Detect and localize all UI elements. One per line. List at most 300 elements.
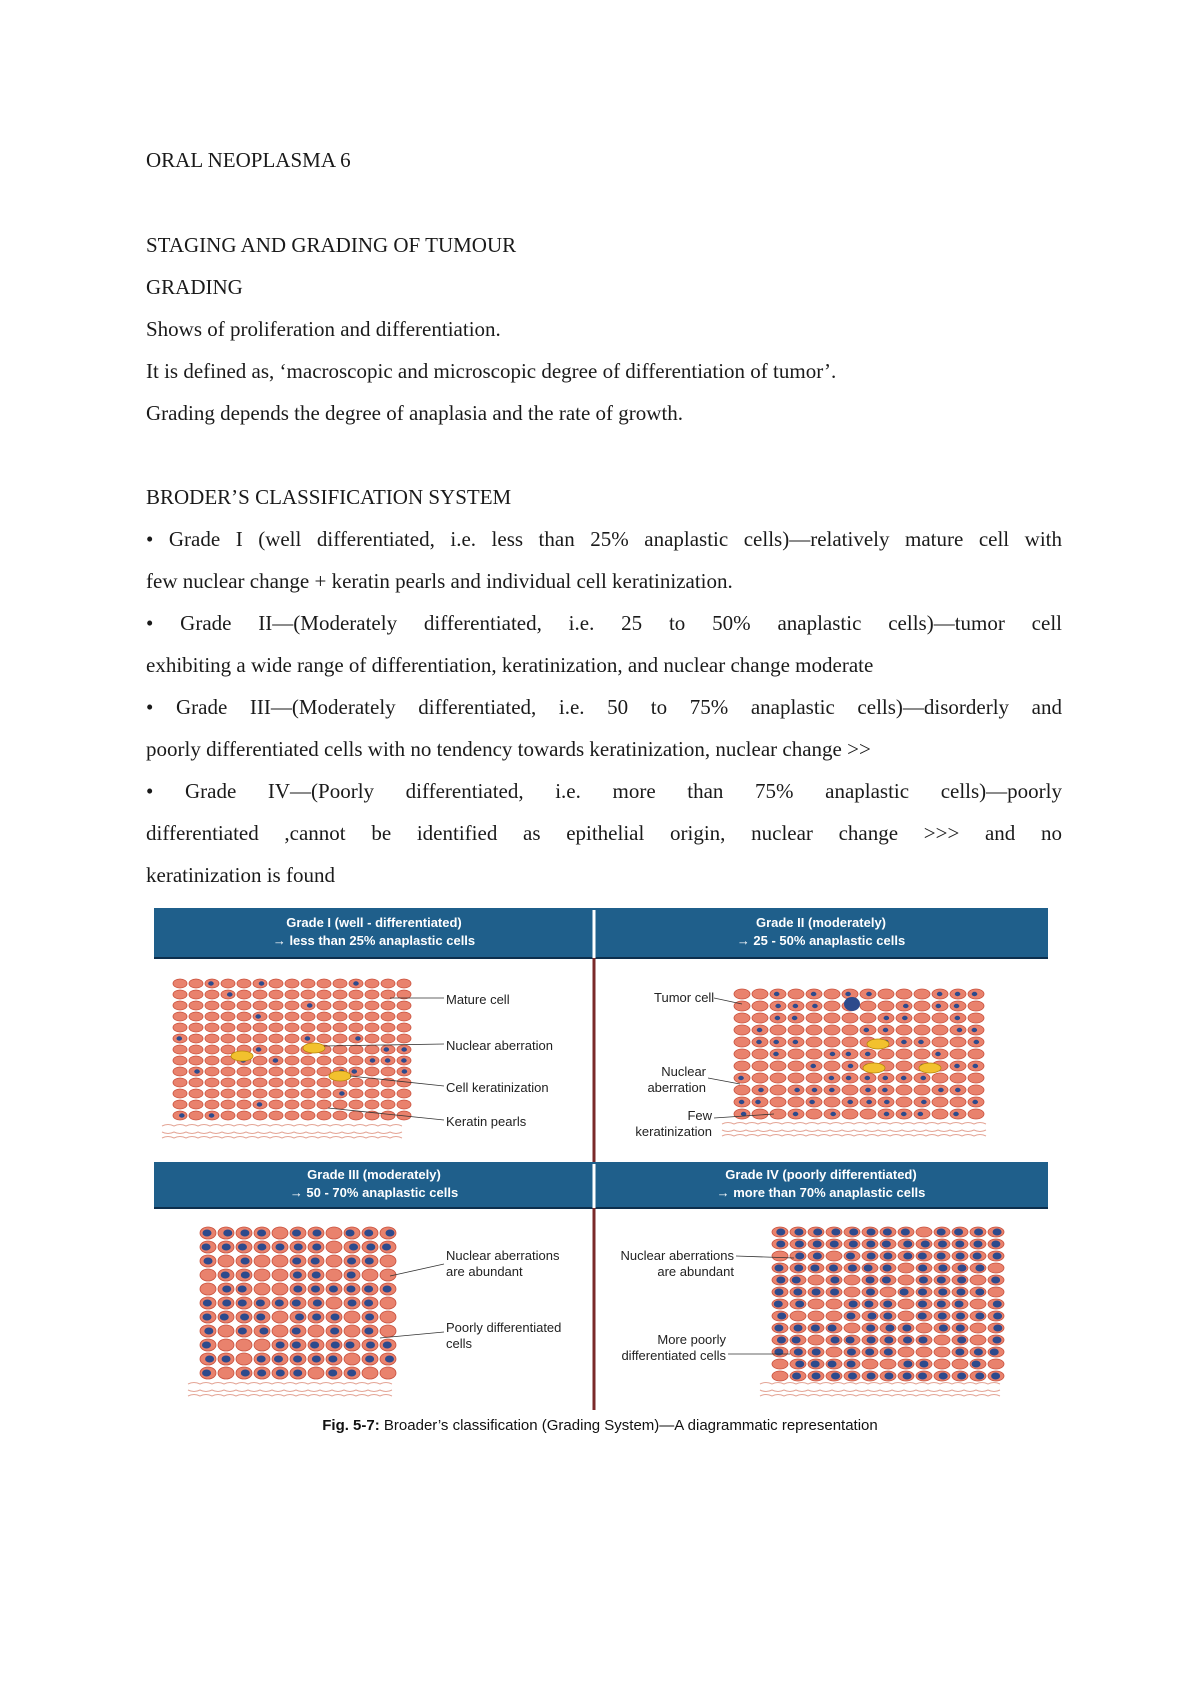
cell	[968, 1109, 984, 1119]
broder-title: BRODER’S CLASSIFICATION SYSTEM	[146, 485, 512, 509]
cell	[189, 1034, 203, 1043]
cell-nucleus	[935, 1052, 941, 1056]
cell	[205, 1001, 219, 1010]
cell	[317, 979, 331, 988]
cell	[349, 1001, 363, 1010]
cell	[844, 1275, 860, 1285]
grade4-line2: differentiated ,cannot be identified as epithelial origin, nuclear change >>> and no	[146, 821, 1062, 845]
cell-nucleus	[384, 1047, 390, 1051]
cell	[269, 1034, 283, 1043]
cell	[381, 1012, 395, 1021]
cell-nucleus	[793, 1289, 802, 1296]
cell-nucleus	[957, 1028, 963, 1032]
cell	[381, 1067, 395, 1076]
panel2-header	[594, 914, 1048, 950]
cell-nucleus	[813, 1229, 822, 1236]
cell-nucleus	[257, 1244, 266, 1251]
cell-nucleus	[918, 1301, 927, 1308]
cell-nucleus	[238, 1300, 247, 1307]
cell-nucleus	[900, 1289, 909, 1296]
cell	[808, 1335, 824, 1345]
cell	[173, 1100, 187, 1109]
cell-nucleus	[202, 1244, 211, 1251]
cell-nucleus	[973, 1253, 982, 1260]
cell-nucleus	[918, 1289, 927, 1296]
panel1-header-subtitle: → less than 25% anaplastic cells	[272, 933, 476, 948]
cell-nucleus	[901, 1112, 907, 1116]
connective-tissue-line	[188, 1383, 392, 1385]
cell	[380, 1325, 396, 1337]
cell	[365, 990, 379, 999]
cell	[349, 1045, 363, 1054]
cell-nucleus	[757, 1028, 763, 1032]
grade2-line2: exhibiting a wide range of differentiation, keratinization, and nuclear change moderate	[146, 653, 874, 677]
cell	[301, 1012, 315, 1021]
cell-nucleus	[365, 1258, 374, 1265]
cell-nucleus	[311, 1286, 320, 1293]
cell	[896, 1025, 912, 1035]
cell-nucleus	[974, 1229, 983, 1236]
cell	[932, 1073, 948, 1083]
cell-nucleus	[220, 1314, 229, 1321]
cell	[898, 1275, 914, 1285]
cell-nucleus	[867, 1337, 876, 1344]
cell	[205, 1023, 219, 1032]
cell-nucleus	[293, 1356, 302, 1363]
cell	[205, 1045, 219, 1054]
panel4-header-title: Grade IV (poorly differentiated)	[725, 1167, 917, 1182]
cell	[932, 1109, 948, 1119]
panel3-cells	[188, 1227, 396, 1396]
cell	[189, 979, 203, 988]
cell	[914, 989, 930, 999]
cell	[860, 1013, 876, 1023]
cell	[898, 1311, 914, 1321]
cell	[285, 1056, 299, 1065]
cell-nucleus	[256, 1047, 262, 1051]
cell	[272, 1227, 288, 1239]
cell	[218, 1367, 234, 1379]
cell-nucleus	[955, 1241, 964, 1248]
cell-nucleus	[776, 1229, 785, 1236]
cell-nucleus	[882, 1241, 891, 1248]
cell-nucleus	[937, 1277, 946, 1284]
cell-nucleus	[810, 1064, 816, 1068]
cell	[365, 1067, 379, 1076]
label-poorly-differentiated: Poorly differentiated cells	[446, 1320, 562, 1351]
cell-nucleus	[938, 1313, 947, 1320]
panel3-header-subtitle: → 50 - 70% anaplastic cells	[289, 1185, 459, 1200]
connective-tissue-line	[722, 1135, 986, 1137]
cell	[826, 1299, 842, 1309]
cell	[880, 1359, 896, 1369]
cell	[237, 979, 251, 988]
cell	[826, 1311, 842, 1321]
cell	[397, 1012, 411, 1021]
cell-nucleus	[955, 1016, 961, 1020]
paragraph-1: Shows of proliferation and differentiation.	[146, 317, 501, 341]
cell-nucleus	[222, 1286, 231, 1293]
cell-nucleus	[849, 1241, 858, 1248]
cell	[344, 1353, 360, 1365]
cell-nucleus	[919, 1361, 928, 1368]
cell	[788, 1061, 804, 1071]
cell-nucleus	[775, 1016, 781, 1020]
cell	[254, 1339, 270, 1351]
cell-nucleus	[402, 1069, 408, 1073]
cell	[826, 1347, 842, 1357]
cell-nucleus	[847, 1100, 853, 1104]
cell-nucleus	[329, 1286, 338, 1293]
cell-nucleus	[774, 1325, 783, 1332]
cell	[285, 1012, 299, 1021]
cell	[237, 1023, 251, 1032]
cell	[317, 1089, 331, 1098]
cell-nucleus	[938, 1289, 947, 1296]
leader-line	[390, 1264, 444, 1276]
cell	[317, 1111, 331, 1120]
cell-nucleus	[795, 1241, 804, 1248]
cell-nucleus	[811, 1361, 820, 1368]
cell-nucleus	[975, 1373, 984, 1380]
cell-nucleus	[259, 981, 265, 985]
cell-nucleus	[973, 1064, 979, 1068]
cell	[898, 1347, 914, 1357]
cell-nucleus	[902, 1016, 908, 1020]
cell-nucleus	[991, 1277, 1000, 1284]
cell	[173, 979, 187, 988]
cell-nucleus	[991, 1241, 1000, 1248]
cell	[301, 1078, 315, 1087]
cell	[205, 1100, 219, 1109]
cell	[896, 1061, 912, 1071]
cell	[333, 1023, 347, 1032]
cell-nucleus	[294, 1244, 303, 1251]
cell-nucleus	[866, 1100, 872, 1104]
cell-nucleus	[365, 1314, 374, 1321]
cell	[934, 1359, 950, 1369]
cell-nucleus	[866, 1241, 875, 1248]
cell	[333, 1034, 347, 1043]
cell	[878, 1049, 894, 1059]
cell-nucleus	[222, 1356, 231, 1363]
cell	[218, 1339, 234, 1351]
figure-caption	[0, 1417, 1200, 1434]
cell	[362, 1269, 378, 1281]
cell-nucleus	[793, 1040, 799, 1044]
cell-nucleus	[257, 1102, 263, 1106]
cell-nucleus	[901, 1040, 907, 1044]
cell	[880, 1287, 896, 1297]
keratin-pearl	[919, 1063, 941, 1073]
cell-nucleus	[347, 1370, 356, 1377]
cell-nucleus	[866, 1289, 875, 1296]
cell-nucleus	[330, 1328, 339, 1335]
cell-nucleus	[777, 1337, 786, 1344]
cell-nucleus	[755, 1100, 761, 1104]
cell	[189, 1012, 203, 1021]
cell	[380, 1367, 396, 1379]
cell	[285, 1067, 299, 1076]
cell	[734, 1013, 750, 1023]
cell-nucleus	[957, 1373, 966, 1380]
cell-nucleus	[848, 1064, 854, 1068]
cell	[333, 1100, 347, 1109]
cell	[269, 1111, 283, 1120]
cell-nucleus	[939, 1373, 948, 1380]
cell-nucleus	[831, 1373, 840, 1380]
cell-nucleus	[364, 1286, 373, 1293]
broder-classification-figure	[154, 908, 1048, 1410]
cell-nucleus	[812, 1289, 821, 1296]
cell	[968, 1049, 984, 1059]
cell-nucleus	[793, 1112, 799, 1116]
cell	[916, 1347, 932, 1357]
cell-nucleus	[954, 1064, 960, 1068]
connective-tissue-line	[760, 1390, 1000, 1392]
cell-nucleus	[203, 1300, 212, 1307]
cell-nucleus	[884, 1373, 893, 1380]
cell	[898, 1299, 914, 1309]
cell-nucleus	[209, 1113, 215, 1117]
cell	[770, 1097, 786, 1107]
cell	[173, 1045, 187, 1054]
panel2-header-subtitle: → 25 - 50% anaplastic cells	[736, 933, 906, 948]
cell	[301, 1067, 315, 1076]
cell-nucleus	[866, 1325, 875, 1332]
cell-nucleus	[305, 1036, 311, 1040]
cell	[381, 1023, 395, 1032]
cell-nucleus	[257, 1230, 266, 1237]
cell	[269, 1078, 283, 1087]
keratin-pearl	[231, 1051, 253, 1061]
cell	[970, 1299, 986, 1309]
cell-nucleus	[972, 1028, 978, 1032]
cell-nucleus	[972, 1100, 978, 1104]
cell-nucleus	[937, 992, 943, 996]
cell	[308, 1367, 324, 1379]
panel3-header-title: Grade III (moderately)	[307, 1167, 441, 1182]
cell	[365, 1089, 379, 1098]
cell-nucleus	[992, 1337, 1001, 1344]
panel1-header-title: Grade I (well - differentiated)	[286, 915, 462, 930]
cell-nucleus	[865, 1052, 871, 1056]
cell	[349, 1111, 363, 1120]
cell	[189, 1001, 203, 1010]
cell	[221, 1089, 235, 1098]
cell	[285, 1034, 299, 1043]
cell-nucleus	[275, 1244, 284, 1251]
cell-nucleus	[829, 1076, 835, 1080]
cell	[333, 1056, 347, 1065]
figure-caption-text: Broader’s classification (Grading System)—A diagrammatic representation	[379, 1417, 878, 1434]
cell	[301, 1111, 315, 1120]
cell	[932, 1013, 948, 1023]
cell	[349, 1023, 363, 1032]
cell-nucleus	[973, 1241, 982, 1248]
keratin-pearl	[303, 1043, 325, 1053]
cell	[326, 1227, 342, 1239]
cell-nucleus	[401, 1058, 407, 1062]
cell	[285, 1078, 299, 1087]
cell	[269, 979, 283, 988]
cell-nucleus	[829, 1088, 835, 1092]
label-nuclear-aberration: Nuclear aberration	[446, 1038, 553, 1053]
cell-nucleus	[307, 1003, 313, 1007]
keratin-pearl	[867, 1039, 889, 1049]
cell-nucleus	[238, 1286, 247, 1293]
cell	[237, 1067, 251, 1076]
cell	[253, 1078, 267, 1087]
cell-nucleus	[311, 1258, 320, 1265]
cell	[200, 1283, 216, 1295]
cell-nucleus	[918, 1265, 927, 1272]
cell-nucleus	[901, 1229, 910, 1236]
cell-nucleus	[864, 1301, 873, 1308]
cell-nucleus	[273, 1058, 279, 1062]
cell-nucleus	[830, 1052, 836, 1056]
cell	[824, 1037, 840, 1047]
cell-nucleus	[903, 1361, 912, 1368]
cell-nucleus	[792, 1016, 798, 1020]
cell	[896, 1049, 912, 1059]
cell-nucleus	[866, 992, 872, 996]
cell-nucleus	[346, 1286, 355, 1293]
cell-nucleus	[902, 1325, 911, 1332]
cell	[173, 1089, 187, 1098]
cell-nucleus	[792, 1373, 801, 1380]
cell-nucleus	[331, 1342, 340, 1349]
connective-tissue-line	[722, 1130, 986, 1132]
cell-nucleus	[176, 1036, 182, 1040]
cell-nucleus	[811, 992, 817, 996]
cell	[734, 1085, 750, 1095]
cell-nucleus	[939, 1325, 948, 1332]
cell	[381, 1089, 395, 1098]
cell-nucleus	[756, 1040, 762, 1044]
cell-nucleus	[293, 1370, 302, 1377]
cell	[221, 979, 235, 988]
cell-nucleus	[366, 1342, 375, 1349]
cell	[317, 1067, 331, 1076]
cell-nucleus	[221, 1272, 230, 1279]
cell-nucleus	[955, 1088, 961, 1092]
cell-nucleus	[864, 1265, 873, 1272]
grade1-line1: • Grade I (well differentiated, i.e. less than 25% anaplastic cells)—relatively mature cell with	[146, 527, 1062, 551]
cell	[808, 1299, 824, 1309]
cell	[272, 1283, 288, 1295]
cell	[397, 979, 411, 988]
cell	[772, 1251, 788, 1261]
cell-nucleus	[882, 1277, 891, 1284]
cell-nucleus	[955, 1349, 964, 1356]
cell	[237, 1078, 251, 1087]
cell	[237, 1111, 251, 1120]
cell-nucleus	[774, 1349, 783, 1356]
figure-caption-number: Fig. 5-7:	[322, 1417, 380, 1434]
cell-nucleus	[385, 1356, 394, 1363]
cell	[806, 1049, 822, 1059]
cell-nucleus	[774, 1265, 783, 1272]
cell	[842, 1109, 858, 1119]
cell-nucleus	[846, 1337, 855, 1344]
cell-nucleus	[401, 1047, 407, 1051]
connective-tissue-line	[162, 1132, 402, 1134]
cell-nucleus	[974, 1349, 983, 1356]
cell-nucleus	[865, 1349, 874, 1356]
label-mature-cell: Mature cell	[446, 992, 510, 1007]
cell	[253, 1056, 267, 1065]
connective-tissue-line	[760, 1383, 1000, 1385]
cell-nucleus	[830, 1112, 836, 1116]
cell-nucleus	[793, 1004, 799, 1008]
cell-nucleus	[865, 1076, 871, 1080]
cell-nucleus	[918, 1253, 927, 1260]
cell	[934, 1347, 950, 1357]
cell	[272, 1255, 288, 1267]
cell-nucleus	[864, 1028, 870, 1032]
cell-nucleus	[993, 1229, 1002, 1236]
cell	[269, 1045, 283, 1054]
cell-nucleus	[276, 1370, 285, 1377]
cell-nucleus	[238, 1328, 247, 1335]
cell	[205, 1078, 219, 1087]
cell	[173, 1056, 187, 1065]
cell-nucleus	[903, 1253, 912, 1260]
cell-nucleus	[259, 1328, 268, 1335]
cell-nucleus	[813, 1253, 822, 1260]
cell	[842, 1025, 858, 1035]
cell	[898, 1263, 914, 1273]
cell	[806, 1073, 822, 1083]
cell-nucleus	[830, 1277, 839, 1284]
cell-nucleus	[774, 1301, 783, 1308]
cell-nucleus	[795, 1361, 804, 1368]
cell-nucleus	[366, 1244, 375, 1251]
cell	[301, 1100, 315, 1109]
cell	[914, 1085, 930, 1095]
cell	[397, 1100, 411, 1109]
cell-nucleus	[953, 1112, 959, 1116]
cell	[842, 1037, 858, 1047]
cell-nucleus	[353, 981, 359, 985]
cell	[788, 1073, 804, 1083]
label-nuclear-aberrations-abundant-2: Nuclear aberrations are abundant	[620, 1248, 734, 1279]
cell	[189, 1089, 203, 1098]
cell-nucleus	[382, 1244, 391, 1251]
cell-nucleus	[828, 1361, 837, 1368]
cell-nucleus	[241, 1272, 250, 1279]
cell-nucleus	[957, 1337, 966, 1344]
cell	[824, 1061, 840, 1071]
cell-nucleus	[830, 1241, 839, 1248]
cell-nucleus	[867, 1373, 876, 1380]
cell	[752, 989, 768, 999]
connective-tissue-line	[722, 1123, 986, 1125]
cell-nucleus	[956, 1313, 965, 1320]
cell	[844, 1287, 860, 1297]
cell-nucleus	[956, 1325, 965, 1332]
panel4-header	[594, 1166, 1048, 1202]
cell-nucleus	[867, 1229, 876, 1236]
cell-nucleus	[846, 1253, 855, 1260]
cell	[862, 1359, 878, 1369]
cell	[381, 1034, 395, 1043]
cell	[301, 1089, 315, 1098]
cell-nucleus	[882, 1088, 888, 1092]
cell	[365, 1045, 379, 1054]
cell-nucleus	[364, 1230, 373, 1237]
